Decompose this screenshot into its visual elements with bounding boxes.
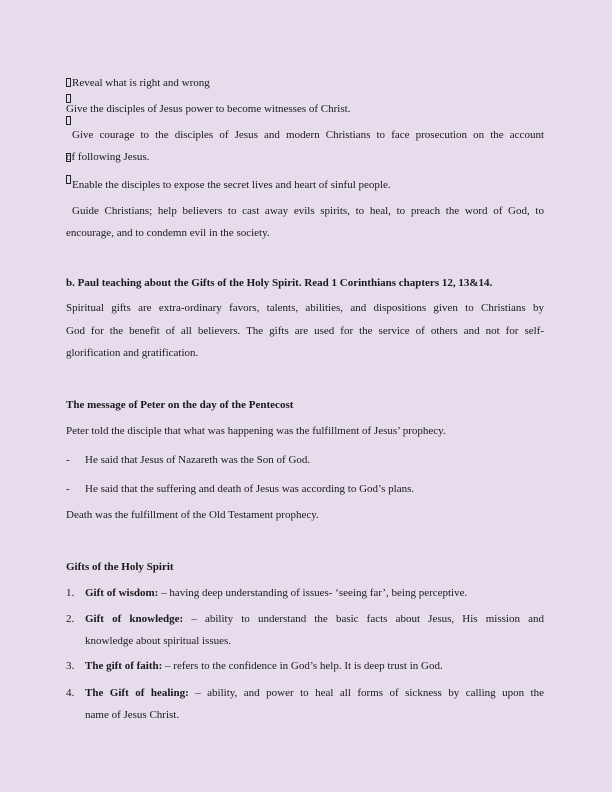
gift-number: 2.: [66, 613, 75, 625]
peter-heading: The message of Peter on the day of the Pentecost: [66, 399, 294, 411]
gift-item-4-line2: name of Jesus Christ.: [85, 709, 180, 721]
roles-item-5-line1: Guide Christians; help believers to cast away evils spirits, to heal, to preach the word of God, to: [72, 205, 544, 217]
bullet-dash: -: [66, 483, 70, 495]
section-b-para-line2: God for the benefit of all believers. The gifts are used for the service of others and not for self-: [66, 325, 544, 337]
gift-item-2-line1: Gift of knowledge: – ability to understand the basic facts about Jesus, His mission and: [85, 613, 544, 625]
section-b-para-line3: glorification and gratification.: [66, 347, 199, 359]
peter-bullet-1: He said that Jesus of Nazareth was the Son of God.: [85, 454, 311, 466]
roles-item-3-line2: of following Jesus.: [66, 151, 150, 163]
section-b-heading: b. Paul teaching about the Gifts of the Holy Spirit. Read 1 Corinthians chapters 12, 13&14.: [66, 277, 493, 289]
roles-item-1: Reveal what is right and wrong: [66, 72, 544, 95]
gift-item-3: The gift of faith: – refers to the confidence in God’s help. It is deep trust in God.: [85, 660, 443, 672]
gift-number: 1.: [66, 587, 75, 599]
peter-intro: Peter told the disciple that what was happening was the fulfillment of Jesus’ prophecy.: [66, 425, 446, 437]
gifts-heading: Gifts of the Holy Spirit: [66, 561, 174, 573]
gift-item-2-line2: knowledge about spiritual issues.: [85, 635, 232, 647]
missing-glyph-box-icon: [66, 175, 71, 184]
roles-item-5-line2: encourage, and to condemn evil in the society.: [66, 227, 270, 239]
peter-closing: Death was the fulfillment of the Old Testament prophecy.: [66, 509, 319, 521]
missing-glyph-box-icon: [66, 78, 71, 87]
gift-number: 4.: [66, 687, 75, 699]
gift-item-1: Gift of wisdom: – having deep understanding of issues- ‘seeing far’, being perceptive.: [85, 587, 468, 599]
bullet-dash: -: [66, 454, 70, 466]
gift-number: 3.: [66, 660, 75, 672]
roles-item-2: Give the disciples of Jesus power to become witnesses of Christ.: [66, 103, 351, 115]
peter-bullet-2: He said that the suffering and death of Jesus was according to God’s plans.: [85, 483, 415, 495]
section-b-para-line1: Spiritual gifts are extra-ordinary favors, talents, abilities, and dispositions given to Christians by: [66, 302, 544, 314]
roles-item-3-line1: Give courage to the disciples of Jesus and modern Christians to face prosecution on the account: [72, 129, 544, 141]
gift-item-4-line1: The Gift of healing: – ability, and power to heal all forms of sickness by calling upon the: [85, 687, 544, 699]
roles-item-4: Enable the disciples to expose the secret lives and heart of sinful people.: [72, 179, 391, 191]
